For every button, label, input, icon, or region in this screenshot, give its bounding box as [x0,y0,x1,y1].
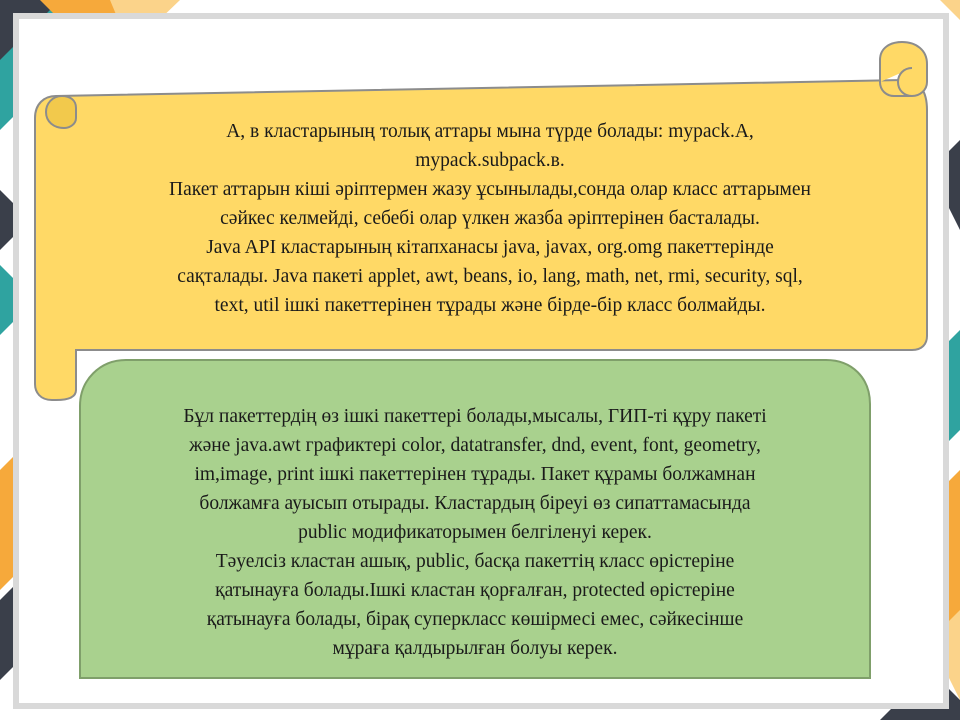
green-text-line: Тәуелсіз кластан ашық, public, басқа пакеттің класс өрістеріне [215,551,735,572]
scroll-curl-left [46,96,76,128]
green-text-line: болжамға ауысып отырады. Кластардың біреуі өз сипаттамасында [199,493,751,514]
green-text-line: және java.awt графиктері color, datatransfer, dnd, event, font, geometry, [189,435,761,456]
green-text-line: қатынауға болады.Ішкі кластан қорғалған, protected өрістеріне [215,580,735,601]
scroll-text-block [92,117,888,320]
scroll-text-line: mypack.subpack.в. [415,150,565,171]
scroll-text-line: Пакет аттарын кіші әріптермен жазу ұсынылады,сонда олар класс аттарымен [168,179,811,200]
scroll-text-line: text, util ішкі пакеттерінен тұрады және бірде-бір класс болмайды. [214,295,766,316]
green-text-line: im,image, print ішкі пакеттерінен тұрады. Пакет құрамы болжамнан [194,464,756,485]
green-text-line: Бұл пакеттердің өз ішкі пакеттері болады,мысалы, ГИП-ті құру пакеті [183,406,767,427]
green-text-line: мұраға қалдырылған болуы керек. [332,638,618,659]
scroll-text-line: сақталады. Java пакеті applet, awt, beans, io, lang, math, net, rmi, security, sql, [177,266,803,287]
green-text-line: public модификаторымен белгіленуі керек. [298,522,652,543]
scroll-text-line: сәйкес келмейді, себебі олар үлкен жазба әріптерінен басталады. [220,208,760,229]
scroll-text-line: Java API кластарының кітапханасы java, javax, org.omg пакеттерінде [206,237,774,258]
green-text-block [95,402,855,663]
green-text-line: қатынауға болады, бірақ суперкласс көшірмесі емес, сәйкесінше [206,609,744,630]
scroll-text-line: A, в кластарының толық аттары мына түрде болады: mypack.A, [226,121,754,142]
